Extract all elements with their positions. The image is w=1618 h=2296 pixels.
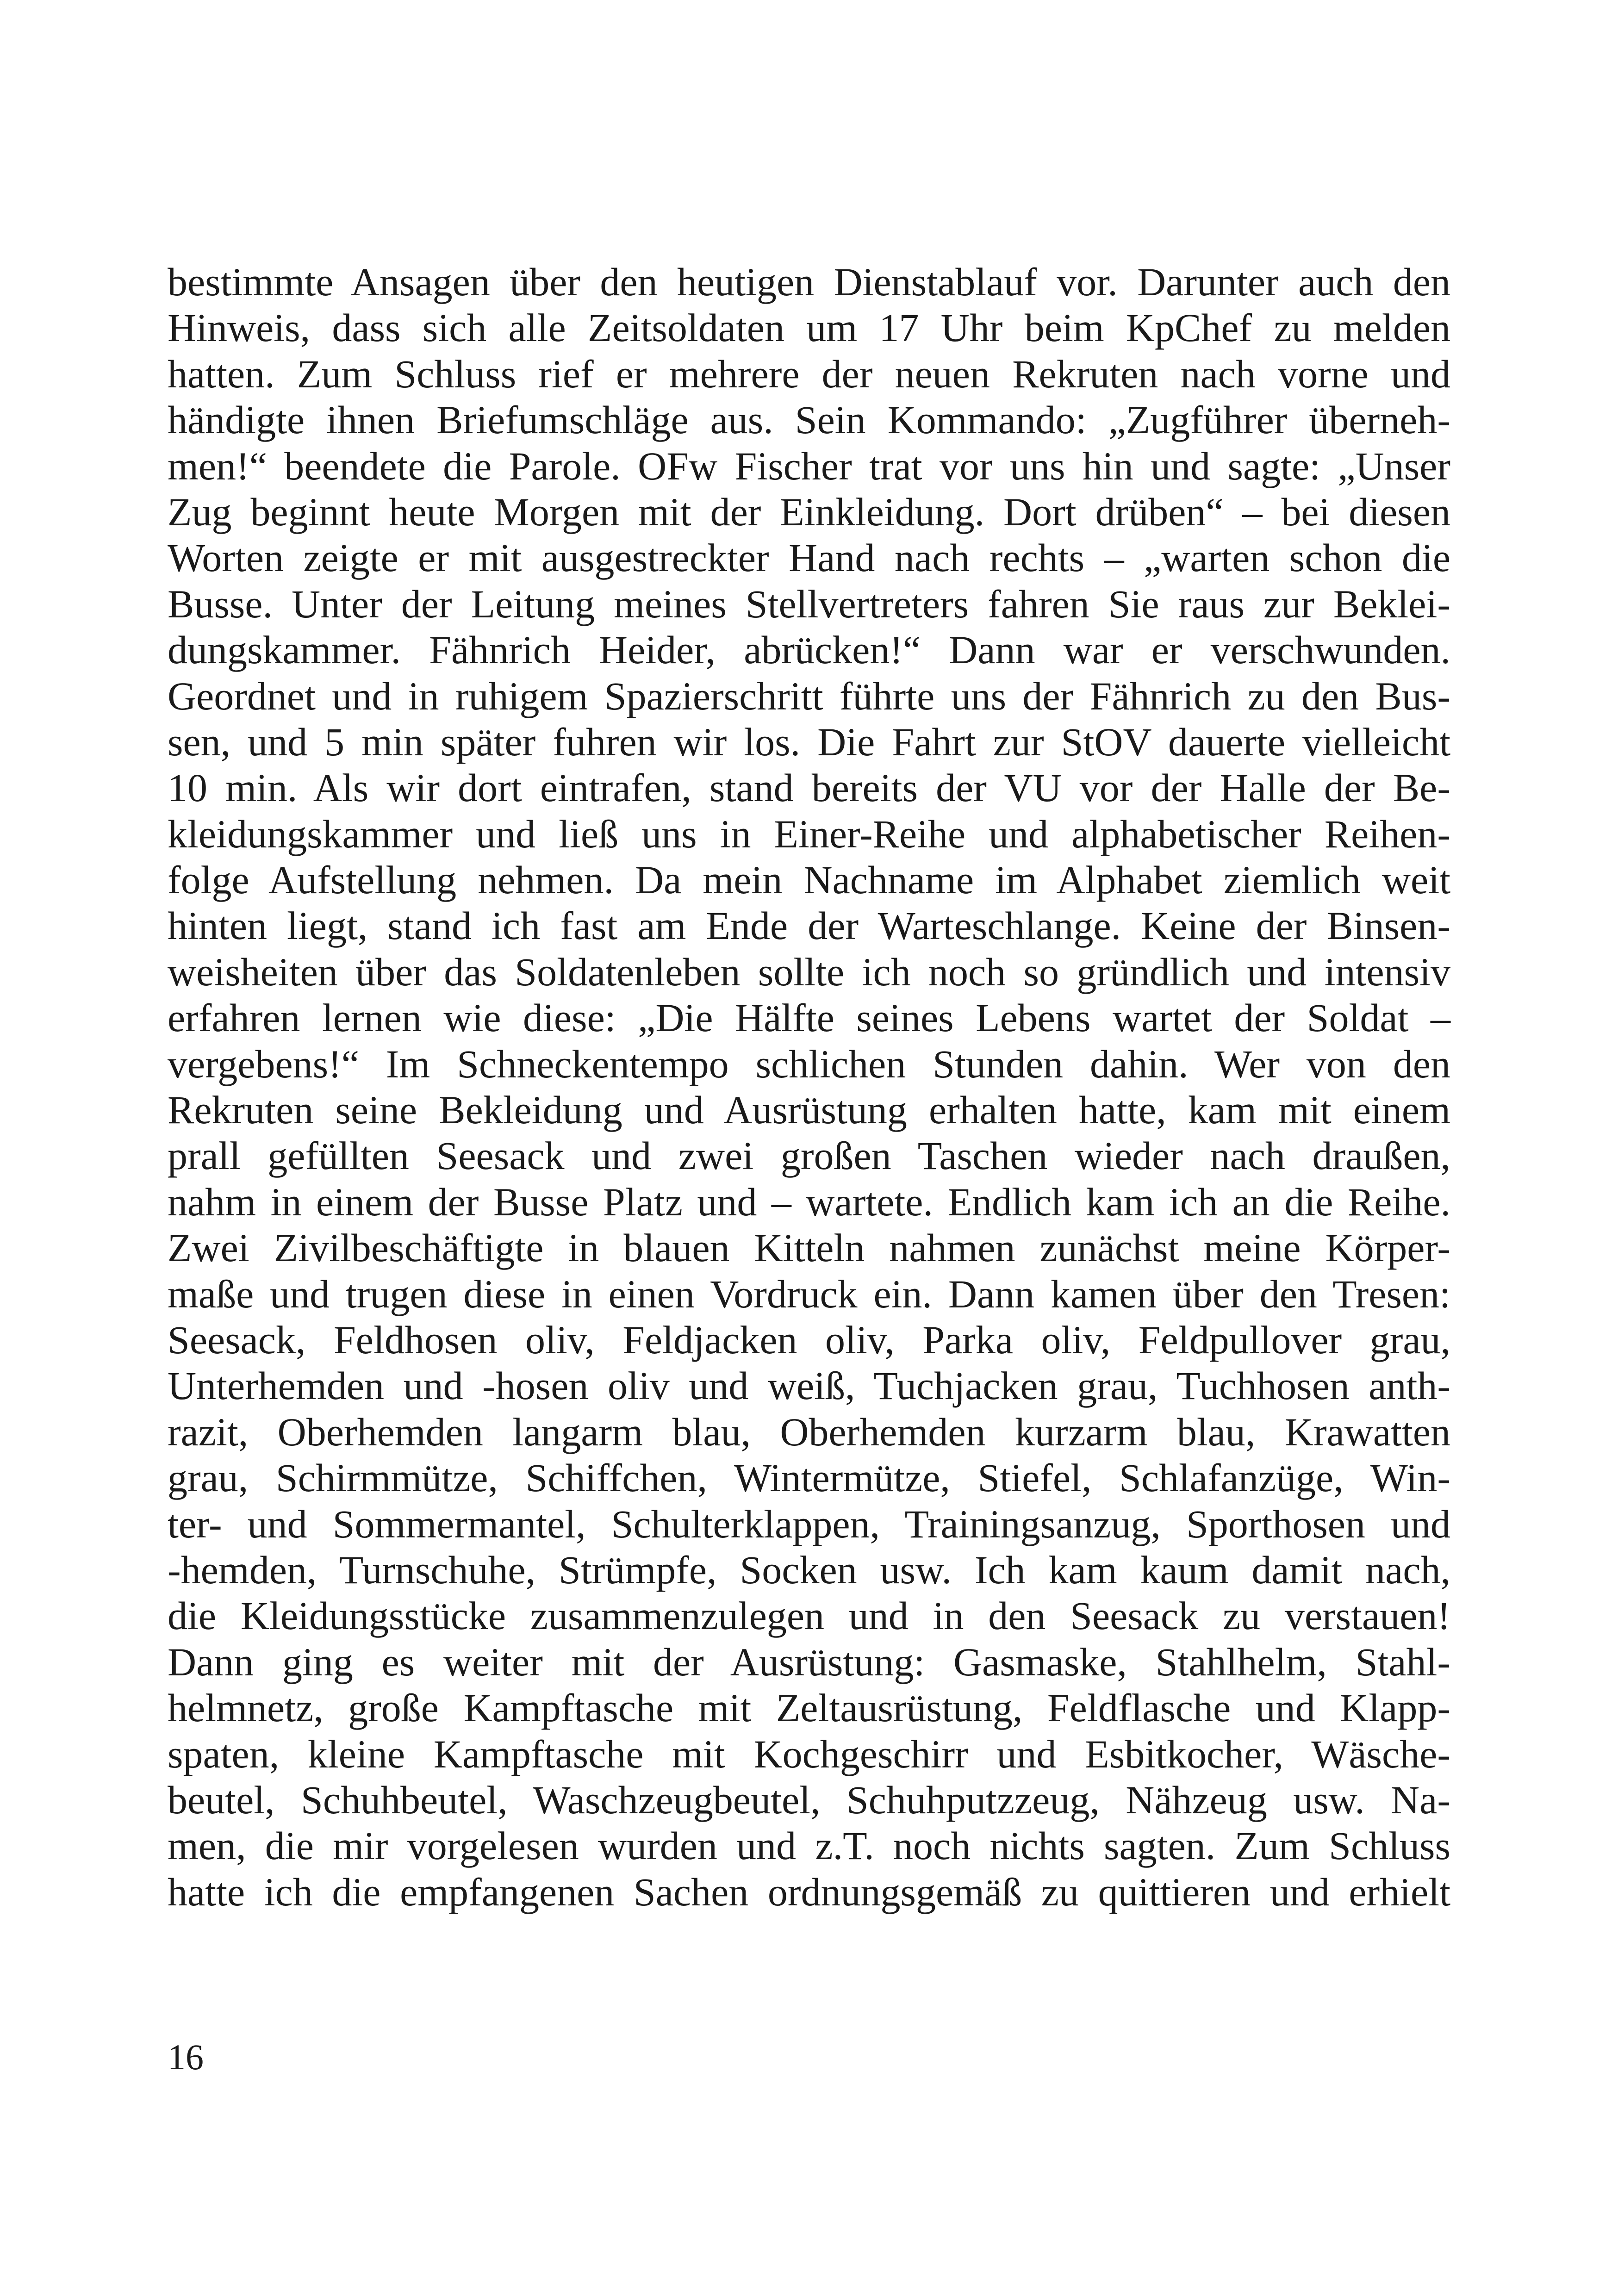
text-line: erfahren lernen wie diese: „Die Hälfte seines Lebens wartet der Soldat – [168, 996, 1450, 1040]
text-line: Zwei Zivilbeschäftigte in blauen Kitteln nahmen zunächst meine Körper- [168, 1226, 1450, 1270]
text-line: hatte ich die empfangenen Sachen ordnungsgemäß zu quittieren und erhielt [168, 1869, 1450, 1914]
text-line: maße und trugen diese in einen Vordruck ein. Dann kamen über den Tresen: [168, 1271, 1450, 1316]
text-line: Busse. Unter der Leitung meines Stellvertreters fahren Sie raus zur Beklei- [168, 581, 1450, 626]
page-number: 16 [168, 2037, 204, 2077]
text-line: die Kleidungsstücke zusammenzulegen und in den Seesack zu verstauen! [168, 1593, 1450, 1638]
text-line: spaten, kleine Kampftasche mit Kochgeschirr und Esbitkocher, Wäsche- [168, 1731, 1450, 1776]
text-line: ter- und Sommermantel, Schulterklappen, Trainingsanzug, Sporthosen und [168, 1501, 1450, 1546]
text-line: prall gefüllten Seesack und zwei großen Taschen wieder nach draußen, [168, 1133, 1450, 1178]
text-line: 10 min. Als wir dort eintrafen, stand bereits der VU vor der Halle der Be- [168, 765, 1450, 810]
text-line: nahm in einem der Busse Platz und – wartete. Endlich kam ich an die Reihe. [168, 1179, 1450, 1224]
body-text [168, 259, 1450, 1915]
text-line: Zug beginnt heute Morgen mit der Einkleidung. Dort drüben“ – bei diesen [168, 489, 1450, 534]
text-line: Worten zeigte er mit ausgestreckter Hand nach rechts – „warten schon die [168, 535, 1450, 580]
text-line: bestimmte Ansagen über den heutigen Dienstablauf vor. Darunter auch den [168, 260, 1450, 304]
text-line: Dann ging es weiter mit der Ausrüstung: Gasmaske, Stahlhelm, Stahl- [168, 1639, 1450, 1684]
text-line: -hemden, Turnschuhe, Strümpfe, Socken usw. Ich kam kaum damit nach, [168, 1547, 1450, 1592]
text-line: razit, Oberhemden langarm blau, Oberhemden kurzarm blau, Krawatten [168, 1409, 1450, 1454]
text-line: men, die mir vorgelesen wurden und z.T. noch nichts sagten. Zum Schluss [168, 1823, 1450, 1868]
text-line: Rekruten seine Bekleidung und Ausrüstung erhalten hatte, kam mit einem [168, 1088, 1450, 1132]
text-line: kleidungskammer und ließ uns in Einer-Reihe und alphabetischer Reihen- [168, 811, 1450, 856]
text-line: Hinweis, dass sich alle Zeitsoldaten um 17 Uhr beim KpChef zu melden [168, 305, 1450, 350]
text-line: händigte ihnen Briefumschläge aus. Sein Kommando: „Zugführer überneh- [168, 398, 1450, 442]
text-line: grau, Schirmmütze, Schiffchen, Wintermütze, Stiefel, Schlafanzüge, Win- [168, 1456, 1450, 1500]
text-line: hinten liegt, stand ich fast am Ende der Warteschlange. Keine der Binsen- [168, 903, 1450, 948]
text-line: Unterhemden und -hosen oliv und weiß, Tuchjacken grau, Tuchhosen anth- [168, 1363, 1450, 1408]
text-line: folge Aufstellung nehmen. Da mein Nachname im Alphabet ziemlich weit [168, 858, 1450, 902]
text-line: men!“ beendete die Parole. OFw Fischer trat vor uns hin und sagte: „Unser [168, 443, 1450, 488]
text-line: helmnetz, große Kampftasche mit Zeltausrüstung, Feldflasche und Klapp- [168, 1686, 1450, 1730]
text-line: weisheiten über das Soldatenleben sollte ich noch so gründlich und intensiv [168, 949, 1450, 994]
text-line: beutel, Schuhbeutel, Waschzeugbeutel, Schuhputzzeug, Nähzeug usw. Na- [168, 1777, 1450, 1822]
text-line: Seesack, Feldhosen oliv, Feldjacken oliv, Parka oliv, Feldpullover grau, [168, 1317, 1450, 1362]
text-line: vergebens!“ Im Schneckentempo schlichen Stunden dahin. Wer von den [168, 1041, 1450, 1086]
text-line: dungskammer. Fähnrich Heider, abrücken!“ Dann war er verschwunden. [168, 628, 1450, 672]
text-line: sen, und 5 min später fuhren wir los. Die Fahrt zur StOV dauerte vielleicht [168, 719, 1450, 764]
text-line: hatten. Zum Schluss rief er mehrere der neuen Rekruten nach vorne und [168, 351, 1450, 396]
text-line: Geordnet und in ruhigem Spazierschritt führte uns der Fähnrich zu den Bus- [168, 673, 1450, 718]
